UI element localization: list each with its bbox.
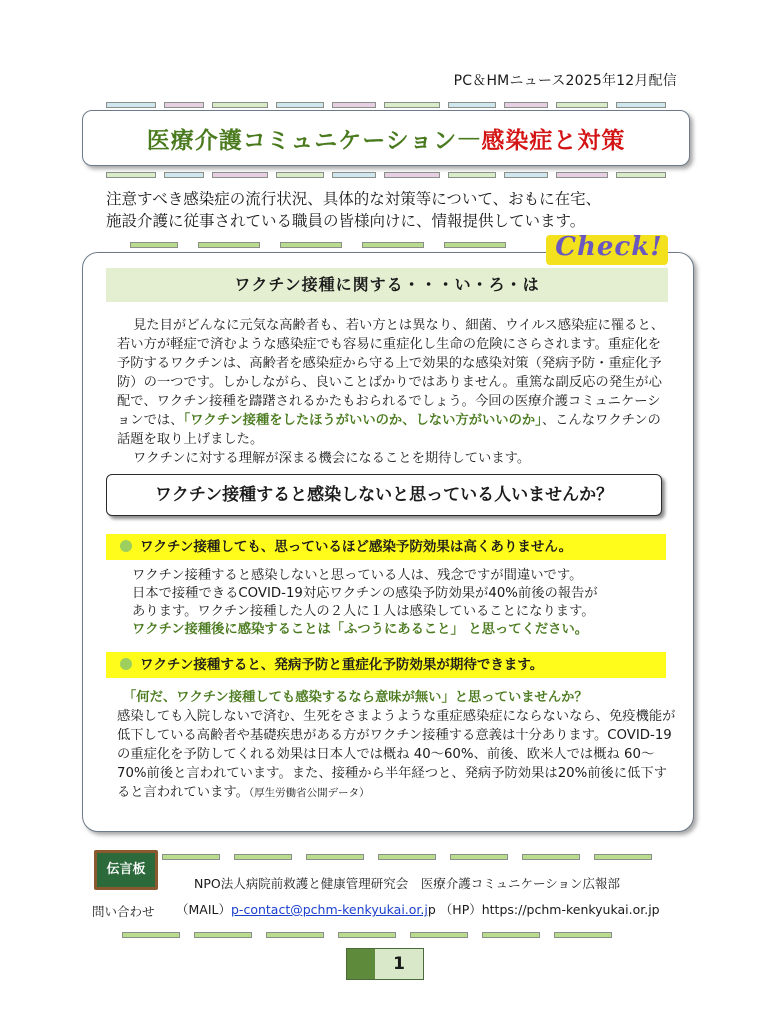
title-dash: —: [457, 125, 482, 151]
point-1-highlight: ワクチン接種後に感染することは「ふつうにあること」 と思ってください。: [132, 622, 589, 637]
section-body: [117, 316, 667, 468]
title-main: 医療介護コミュニケーション: [146, 127, 458, 154]
contact-line: [176, 900, 660, 918]
point-1-line-2: 日本で接種できるCOVID-19対応ワクチンの感染予防効果が40%前後の報告が: [132, 586, 598, 601]
paragraph-1-text: 見た目がどんなに元気な高齢者も、若い方とは異なり、細菌、ウイルス感染症に罹ると、若い方が軽症で済むような感染症でも容易に重症化し生命の危険にさらされます。重症化を予防するワクチンは、高齢者を感染症から守る上で効果的な感染対策（発病予防・重症化予防）の一つです。しかしながら、良いことばかりではありません。重篤な副反応の発生が心配で、ワクチン接種を躊躇されるかたもおられるでしょう。今回の医療介護コミュニケーションでは、: [117, 318, 665, 428]
check-logo: [546, 232, 668, 265]
source-note: （厚生労働省公開データ）: [248, 787, 370, 799]
mail-suffix: p: [427, 902, 436, 917]
intro-line-2: 施設介護に従事されている職員の皆様向けに、情報提供しています。: [106, 212, 586, 230]
intro-text: [106, 188, 706, 232]
paragraph-2-text: ワクチンに対する理解が深まる機会になることを期待しています。: [133, 451, 531, 466]
title-accent: 感染症と対策: [481, 127, 626, 154]
paragraph-2: [117, 449, 667, 468]
check-logo-text: Check!: [555, 232, 663, 262]
point-2-highlight: 「何だ、ワクチン接種しても感染するなら意味が無い」と思っていませんか？: [123, 690, 588, 705]
paragraph-1-highlight: 「ワクチン接種をしたほうがいいのか、しない方がいいのか」: [183, 413, 542, 428]
decorative-strip-top: [106, 102, 666, 108]
message-board-label: 伝言板: [97, 853, 155, 887]
point-1-body: [132, 567, 672, 639]
message-board-icon: [94, 850, 158, 890]
page-number: 1: [393, 954, 405, 974]
contact-label: 問い合わせ: [92, 904, 155, 919]
point-1-line-1: ワクチン接種すると感染しないと思っている人は、残念ですが間違いです。: [132, 568, 583, 583]
point-2-bar: [106, 652, 666, 678]
point-1-bar: [106, 534, 666, 560]
point-2-body: [117, 688, 677, 803]
question-box: ワクチン接種すると感染しないと思っている人いませんか？: [106, 474, 662, 516]
intro-line-1: 注意すべき感染症の流行状況、具体的な対策等について、おもに在宅、: [106, 190, 602, 208]
divider-green-footer: [162, 854, 682, 860]
divider-green-bottom: [122, 932, 642, 938]
hp-link[interactable]: （HP）https://pchm-kenkyukai.or.jp: [439, 902, 660, 917]
decorative-strip-bottom: [106, 172, 666, 178]
issue-date: PC＆HMニュース2025年12月配信: [453, 73, 677, 89]
point-2-text: 感染しても入院しないで済む、生死をさまようような重症感染症にならないなら、免疫機能が低下している高齢者や基礎疾患がある方がワクチン接種する意義は十分あります。COVID-19の重症化を予防してくれる効果は日本人では概ね 40～60%、前後、欧米人では概ね 60～70%前後と言われています。また、接種から半年経つと、発病予防効果は20%前後に低下すると言われています。: [117, 709, 676, 800]
page-number-marker: [347, 949, 375, 979]
footer-organization: NPO法人病院前救護と健康管理研究会 医療介護コミュニケーション広報部: [194, 876, 620, 891]
point-1-label: ワクチン接種しても、思っているほど感染予防効果は高くありません。: [140, 539, 573, 555]
section-heading: ワクチン接種に関する・・・い・ろ・は: [106, 268, 668, 302]
divider-green-top: [130, 242, 530, 248]
point-2-label: ワクチン接種すると、発病予防と重症化予防効果が期待できます。: [140, 657, 544, 673]
paragraph-1: [117, 316, 667, 449]
mail-prefix: （MAIL）: [176, 902, 231, 917]
point-1-line-3: あります。ワクチン接種した人の２人に１人は感染していることになります。: [132, 604, 595, 619]
title-banner: [82, 110, 690, 166]
mail-link[interactable]: p-contact@pchm-kenkyukai.or.j: [231, 902, 428, 917]
bullet-icon: [120, 540, 132, 552]
paragraph-1-tail: 、こんなワクチンの話題を取り上げました。: [117, 413, 661, 447]
page-number-box: [346, 948, 424, 980]
bullet-icon: [120, 658, 132, 670]
